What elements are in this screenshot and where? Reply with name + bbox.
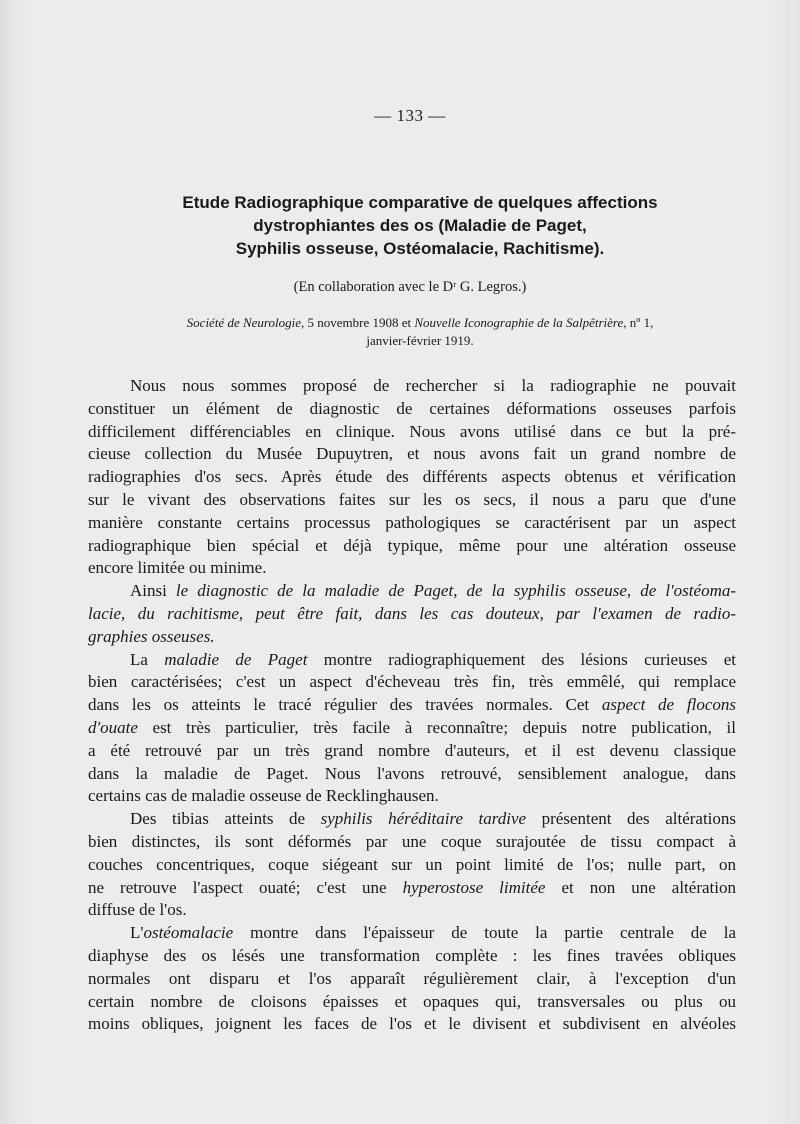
collaboration-note: (En collaboration avec le Dʳ G. Legros.) <box>293 279 527 295</box>
text-line: encore limitée ou minime. <box>88 558 267 578</box>
italic-text: maladie de Paget <box>164 649 308 669</box>
text-run: Ainsi <box>130 581 176 601</box>
journal-issue: nº 1, <box>626 315 654 330</box>
page-number: — 133 — <box>374 106 446 125</box>
publication-source <box>120 314 720 350</box>
text-run: présentent des altérations <box>526 809 737 829</box>
text-line: a été retrouvé par un très grand nombre d'auteurs, et il est devenu classique <box>88 740 736 760</box>
text-run: et non une altération <box>545 877 736 897</box>
text-line: couches concentriques, coque siégeant sur un point limité de l'os; nulle part, on <box>88 854 736 874</box>
text-line: graphies osseuses. <box>88 626 215 646</box>
text-line: radiographies d'os secs. Après étude des différents aspects obtenus et vérification <box>88 467 736 487</box>
text-run: La <box>130 649 165 669</box>
text-line: cieuse collection du Musée Dupuytren, et nous avons fait un grand nombre de <box>88 444 736 464</box>
text-line <box>88 922 736 945</box>
text-line <box>88 580 736 603</box>
text-line: moins obliques, joignent les faces de l'os et le divisent et subdivisent en alvéoles <box>88 1014 736 1034</box>
text-run: dans les os atteints le tracé régulier des travées normales. Cet <box>88 695 602 715</box>
text-line <box>88 717 736 740</box>
paragraph-2 <box>88 580 736 648</box>
journal-name: Nouvelle Iconographie de la Salpêtrière, <box>414 315 627 330</box>
text-run: ne retrouve l'aspect ouaté; c'est une <box>88 877 403 897</box>
text-line <box>88 877 736 900</box>
text-run: montre radiographiquement des lésions curieuses et <box>307 649 736 669</box>
title-line-3: Syphilis osseuse, Ostéomalacie, Rachitisme). <box>235 239 605 258</box>
title-line-2: dystrophiantes des os (Maladie de Paget, <box>253 216 587 235</box>
text-line: sur le vivant des observations faites sur les os secs, il nous a paru que d'une <box>88 489 736 509</box>
paragraph-1 <box>88 375 736 580</box>
text-line: certains cas de maladie osseuse de Recklinghausen. <box>88 786 439 806</box>
society-name: Société de Neurologie, <box>186 315 305 330</box>
text-run: est très particulier, très facile à reconnaître; depuis notre publication, il <box>137 717 736 737</box>
text-run: montre dans l'épaisseur de toute la partie centrale de la <box>233 923 736 943</box>
text-line: constituer un élément de diagnostic de certaines déformations osseuses parfois <box>88 398 736 418</box>
article-body <box>88 375 736 1036</box>
text-line: certain nombre de cloisons épaisses et opaques qui, transversales ou plus ou <box>88 991 736 1011</box>
italic-text: d'ouate <box>88 717 138 737</box>
paragraph-4 <box>88 808 736 922</box>
text-line: manière constante certains processus pathologiques se caractérisent par un aspect <box>88 512 736 532</box>
paragraph-3 <box>88 649 736 809</box>
source-date-2: janvier-février 1919. <box>366 333 474 348</box>
text-line: diaphyse des os lésés une transformation complète : les fines travées obliques <box>88 945 736 965</box>
italic-text: hyperostose limitée <box>402 877 546 897</box>
paragraph-5 <box>88 922 736 1036</box>
text-line: diffuse de l'os. <box>88 900 187 920</box>
source-date-1: 5 novembre 1908 et <box>304 315 415 330</box>
text-line <box>88 694 736 717</box>
text-line: lacie, du rachitisme, peut être fait, dans les cas douteux, par l'examen de radio- <box>88 603 736 623</box>
italic-text: aspect de flocons <box>601 695 736 715</box>
italic-text: le diagnostic de la maladie de Paget, de la syphilis osseuse, de l'ostéoma- <box>175 581 737 601</box>
text-line: normales ont disparu et l'os apparaît régulièrement clair, à l'exception d'un <box>88 968 736 988</box>
text-line <box>88 808 736 831</box>
article-title <box>100 191 740 260</box>
text-line: Nous nous sommes proposé de rechercher si la radiographie ne pouvait <box>130 376 736 395</box>
text-line: bien distinctes, ils sont déformés par une coque surajoutée de tissu compact à <box>88 831 736 851</box>
text-line: dans la maladie de Paget. Nous l'avons retrouvé, sensiblement analogue, dans <box>88 763 736 783</box>
source-line-1 <box>120 314 720 332</box>
italic-text: ostéomalacie <box>143 923 234 943</box>
italic-text: syphilis héréditaire tardive <box>320 809 527 829</box>
text-line: bien caractérisées; c'est un aspect d'écheveau très fin, très emmêlé, qui remplace <box>88 672 736 692</box>
text-run: L' <box>130 923 144 943</box>
text-run: Des tibias atteints de <box>130 809 321 829</box>
text-line: radiographique bien spécial et déjà typique, même pour une altération osseuse <box>88 535 736 555</box>
text-line <box>88 649 736 672</box>
text-line: difficilement différenciables en clinique. Nous avons utilisé dans ce but la pré- <box>88 421 736 441</box>
title-line-1: Etude Radiographique comparative de quelques affections <box>182 193 658 212</box>
